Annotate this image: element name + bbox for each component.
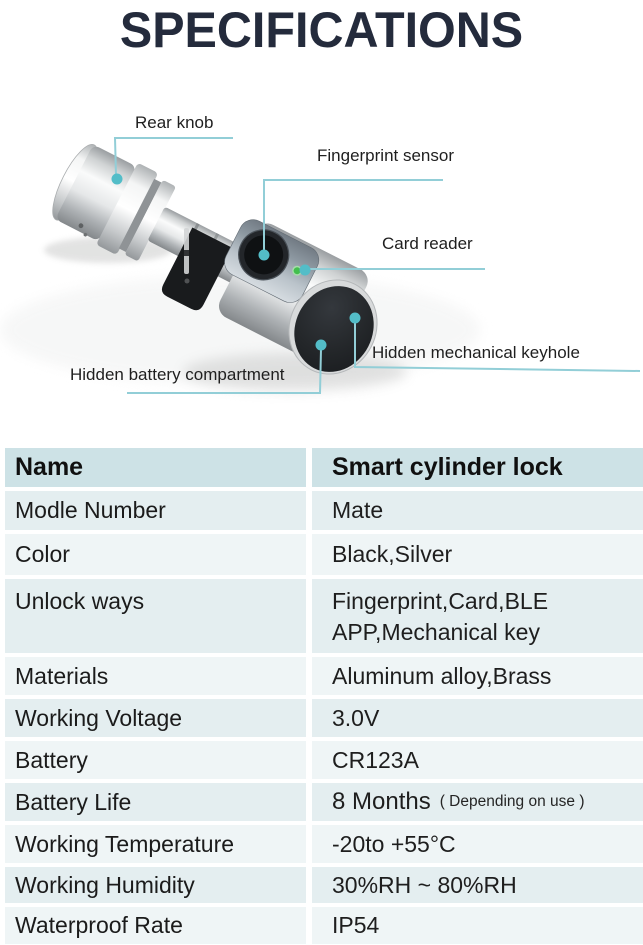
callout-dot-card-reader — [300, 265, 311, 276]
table-row — [5, 825, 643, 863]
table-row — [5, 657, 643, 695]
callout-dot-battery — [316, 340, 327, 351]
label-hidden-mechanical-keyhole: Hidden mechanical keyhole — [372, 343, 580, 362]
table-row — [5, 579, 643, 653]
spec-value: IP54 — [312, 907, 643, 944]
spec-label: Color — [5, 534, 306, 575]
spec-label: Battery — [5, 741, 306, 779]
spec-label: Working Humidity — [5, 867, 306, 903]
spec-label: Working Voltage — [5, 699, 306, 737]
spec-label: Battery Life — [5, 783, 306, 821]
spec-label: Materials — [5, 657, 306, 695]
spec-value: Aluminum alloy,Brass — [312, 657, 643, 695]
label-hidden-battery-compartment: Hidden battery compartment — [70, 365, 285, 384]
spec-label: Working Temperature — [5, 825, 306, 863]
spec-value-note: ( Depending on use ) — [439, 793, 585, 810]
label-rear-knob: Rear knob — [135, 113, 214, 132]
spec-value: 3.0V — [312, 699, 643, 737]
table-row — [5, 491, 643, 530]
table-row — [5, 534, 643, 575]
callout-dot-rear-knob — [112, 174, 123, 185]
spec-value: CR123A — [312, 741, 643, 779]
spec-label: Unlock ways — [5, 579, 306, 653]
spec-value-main: 8 Months — [332, 788, 431, 815]
spec-table — [5, 448, 643, 945]
page-title: SPECIFICATIONS — [119, 2, 524, 58]
spec-value: Fingerprint,Card,BLE APP,Mechanical key — [312, 579, 643, 653]
table-header-row — [5, 448, 643, 487]
spec-label: Modle Number — [5, 491, 306, 530]
table-row — [5, 699, 643, 737]
table-row — [5, 867, 643, 903]
spec-value: Mate — [312, 491, 643, 530]
product-diagram — [0, 0, 643, 442]
spec-value — [312, 783, 643, 821]
table-row — [5, 741, 643, 779]
spec-value: Black,Silver — [312, 534, 643, 575]
spec-value: -20to +55°C — [312, 825, 643, 863]
table-row — [5, 783, 643, 821]
callout-dot-fingerprint — [259, 250, 270, 261]
label-fingerprint-sensor: Fingerprint sensor — [317, 146, 455, 165]
callout-dot-keyhole — [350, 313, 361, 324]
spec-label: Name — [5, 448, 306, 487]
label-card-reader: Card reader — [382, 234, 473, 253]
spec-value: Smart cylinder lock — [312, 448, 643, 487]
spec-value: 30%RH ~ 80%RH — [312, 867, 643, 903]
spec-label: Waterproof Rate — [5, 907, 306, 944]
table-row — [5, 907, 643, 944]
